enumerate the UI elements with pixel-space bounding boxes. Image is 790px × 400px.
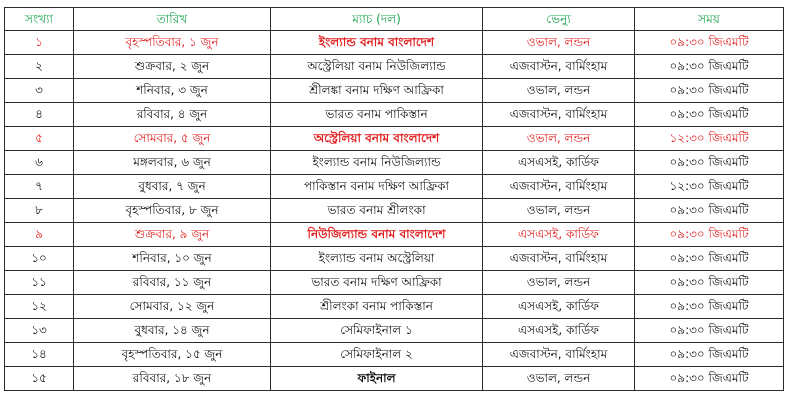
cell-venue: এজবাস্টন, বার্মিংহাম bbox=[483, 55, 635, 79]
cell-match: ভারত বনাম দক্ষিণ আফ্রিকা bbox=[271, 271, 483, 295]
header-match: ম্যাচ (দল) bbox=[271, 8, 483, 31]
cell-number: ৪ bbox=[5, 103, 74, 127]
table-row bbox=[5, 343, 784, 367]
cell-time: ০৯:৩০ জিএমটি bbox=[635, 247, 784, 271]
table-row bbox=[5, 31, 784, 55]
table-row bbox=[5, 79, 784, 103]
header-time: সময় bbox=[635, 8, 784, 31]
cell-time: ০৯:৩০ জিএমটি bbox=[635, 103, 784, 127]
cell-number: ১৪ bbox=[5, 343, 74, 367]
cell-date: শুক্রবার, ৯ জুন bbox=[74, 223, 271, 247]
cell-time: ১২:৩০ জিএমটি bbox=[635, 127, 784, 151]
cell-date: রবিবার, ১৮ জুন bbox=[74, 367, 271, 391]
cell-number: ৩ bbox=[5, 79, 74, 103]
cell-date: বুধবার, ১৪ জুন bbox=[74, 319, 271, 343]
cell-match: ইংল্যান্ড বনাম অস্ট্রেলিয়া bbox=[271, 247, 483, 271]
cell-venue: ওভাল, লন্ডন bbox=[483, 271, 635, 295]
cell-date: বৃহস্পতিবার, ৮ জুন bbox=[74, 199, 271, 223]
cell-number: ২ bbox=[5, 55, 74, 79]
cell-number: ৭ bbox=[5, 175, 74, 199]
cell-venue: এজবাস্টন, বার্মিংহাম bbox=[483, 247, 635, 271]
cell-date: বৃহস্পতিবার, ১ জুন bbox=[74, 31, 271, 55]
cell-number: ১২ bbox=[5, 295, 74, 319]
cell-time: ০৯:৩০ জিএমটি bbox=[635, 271, 784, 295]
cell-time: ০৯:৩০ জিএমটি bbox=[635, 343, 784, 367]
cell-number: ১৩ bbox=[5, 319, 74, 343]
cell-date: সোমবার, ৫ জুন bbox=[74, 127, 271, 151]
cell-venue: ওভাল, লন্ডন bbox=[483, 79, 635, 103]
cell-match: শ্রীলঙ্কা বনাম দক্ষিণ আফ্রিকা bbox=[271, 79, 483, 103]
schedule-container bbox=[4, 7, 784, 391]
table-row bbox=[5, 199, 784, 223]
cell-venue: এসএসই, কার্ডিফ bbox=[483, 295, 635, 319]
cell-match: সেমিফাইনাল ২ bbox=[271, 343, 483, 367]
table-row bbox=[5, 271, 784, 295]
cell-date: রবিবার, ১১ জুন bbox=[74, 271, 271, 295]
cell-match: পাকিস্তান বনাম দক্ষিণ আফ্রিকা bbox=[271, 175, 483, 199]
table-row bbox=[5, 223, 784, 247]
cell-match: সেমিফাইনাল ১ bbox=[271, 319, 483, 343]
cell-match: ফাইনাল bbox=[271, 367, 483, 391]
cell-date: শনিবার, ৩ জুন bbox=[74, 79, 271, 103]
cell-time: ০৯:৩০ জিএমটি bbox=[635, 151, 784, 175]
cell-time: ০৯:৩০ জিএমটি bbox=[635, 223, 784, 247]
cell-number: ৯ bbox=[5, 223, 74, 247]
table-row bbox=[5, 247, 784, 271]
cell-match: নিউজিল্যান্ড বনাম বাংলাদেশ bbox=[271, 223, 483, 247]
cell-time: ০৯:৩০ জিএমটি bbox=[635, 31, 784, 55]
cell-match: অস্ট্রেলিয়া বনাম বাংলাদেশ bbox=[271, 127, 483, 151]
cell-date: বুধবার, ৭ জুন bbox=[74, 175, 271, 199]
cell-venue: ওভাল, লন্ডন bbox=[483, 127, 635, 151]
table-row bbox=[5, 175, 784, 199]
cell-number: ৬ bbox=[5, 151, 74, 175]
cell-venue: এসএসই, কার্ডিফ bbox=[483, 319, 635, 343]
cell-venue: এজবাস্টন, বার্মিংহাম bbox=[483, 343, 635, 367]
cell-venue: ওভাল, লন্ডন bbox=[483, 31, 635, 55]
cell-date: সোমবার, ১২ জুন bbox=[74, 295, 271, 319]
cell-number: ১১ bbox=[5, 271, 74, 295]
cell-venue: এসএসই, কার্ডিফ bbox=[483, 223, 635, 247]
cell-time: ০৯:৩০ জিএমটি bbox=[635, 319, 784, 343]
table-row bbox=[5, 103, 784, 127]
table-header-row bbox=[5, 8, 784, 31]
cell-time: ০৯:৩০ জিএমটি bbox=[635, 79, 784, 103]
cell-venue: এজবাস্টন, বার্মিংহাম bbox=[483, 103, 635, 127]
table-row bbox=[5, 367, 784, 391]
cell-match: ইংল্যান্ড বনাম নিউজিল্যান্ড bbox=[271, 151, 483, 175]
match-schedule-table bbox=[4, 7, 784, 391]
table-row bbox=[5, 127, 784, 151]
table-row bbox=[5, 151, 784, 175]
cell-number: ৮ bbox=[5, 199, 74, 223]
cell-date: শনিবার, ১০ জুন bbox=[74, 247, 271, 271]
header-date: তারিখ bbox=[74, 8, 271, 31]
cell-venue: এসএসই, কার্ডিফ bbox=[483, 151, 635, 175]
cell-date: মঙ্গলবার, ৬ জুন bbox=[74, 151, 271, 175]
cell-time: ০৯:৩০ জিএমটি bbox=[635, 367, 784, 391]
table-row bbox=[5, 55, 784, 79]
cell-match: শ্রীলংকা বনাম পাকিস্তান bbox=[271, 295, 483, 319]
cell-match: ইংল্যান্ড বনাম বাংলাদেশ bbox=[271, 31, 483, 55]
table-row bbox=[5, 295, 784, 319]
cell-number: ৫ bbox=[5, 127, 74, 151]
cell-date: রবিবার, ৪ জুন bbox=[74, 103, 271, 127]
cell-match: অস্ট্রেলিয়া বনাম নিউজিল্যান্ড bbox=[271, 55, 483, 79]
cell-time: ০৯:৩০ জিএমটি bbox=[635, 199, 784, 223]
cell-venue: এজবাস্টন, বার্মিংহাম bbox=[483, 175, 635, 199]
cell-number: ১ bbox=[5, 31, 74, 55]
cell-number: ১০ bbox=[5, 247, 74, 271]
cell-date: বৃহস্পতিবার, ১৫ জুন bbox=[74, 343, 271, 367]
header-number: সংখ্যা bbox=[5, 8, 74, 31]
cell-time: ০৯:৩০ জিএমটি bbox=[635, 295, 784, 319]
table-row bbox=[5, 319, 784, 343]
cell-date: শুক্রবার, ২ জুন bbox=[74, 55, 271, 79]
cell-time: ১২:৩০ জিএমটি bbox=[635, 175, 784, 199]
header-venue: ভেন্যু bbox=[483, 8, 635, 31]
cell-venue: ওভাল, লন্ডন bbox=[483, 367, 635, 391]
cell-number: ১৫ bbox=[5, 367, 74, 391]
cell-match: ভারত বনাম পাকিস্তান bbox=[271, 103, 483, 127]
cell-time: ০৯:৩০ জিএমটি bbox=[635, 55, 784, 79]
cell-match: ভারত বনাম শ্রীলংকা bbox=[271, 199, 483, 223]
cell-venue: ওভাল, লন্ডন bbox=[483, 199, 635, 223]
